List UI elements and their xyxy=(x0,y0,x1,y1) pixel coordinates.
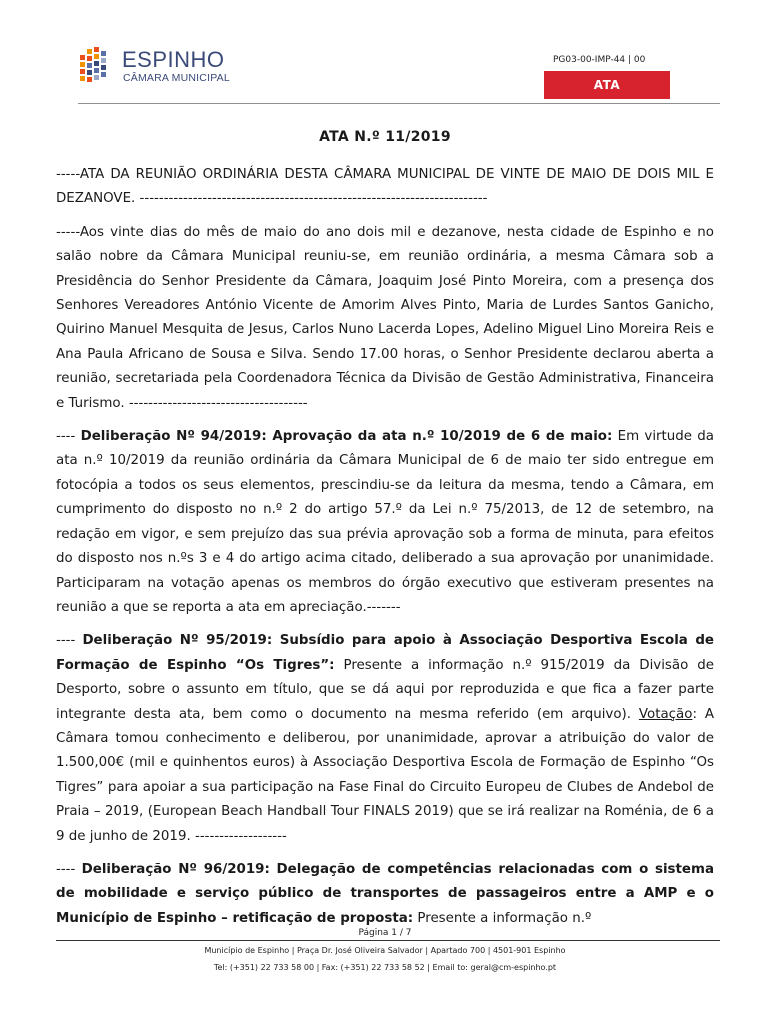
document-code: PG03-00-IMP-44 | 00 xyxy=(553,55,646,65)
deliberation-94 xyxy=(56,425,714,620)
document-body xyxy=(56,125,714,940)
deliberation-94-text: Em virtude da ata n.º 10/2019 da reunião ordinária da Câmara Municipal de 6 de maio ter sido entregue em fotocópia a todos os seus elementos, prescindiu-se da leitura da mesma, tendo a Câmara, em cumprimento do disposto no n.º 2 do artigo 57.º da Lei n.º 75/2013, de 12 de setembro, na redação em vigor, e sem prejuízo das sua prévia aprovação sob a forma de minuta, para efeitos do disposto nos n.ºs 3 e 4 do artigo acima citado, deliberado a sua aprovação por unanimidade. Participaram na votação apenas os membros do órgão executivo que estiveram presentes na reunião a que se reporta a ata em apreciação.------- xyxy=(56,429,714,615)
deliberation-95-vote-text: : A Câmara tomou conhecimento e deliberou, por unanimidade, aprovar a atribuição do valor de 1.500,00€ (mil e quinhentos euros) à Associação Desportiva Escola de Formação de Espinho “Os Tigres” para apoiar a sua participação na Fase Final do Circuito Europeu de Clubes de Andebol de Praia – 2019, (European Beach Handball Tour FINALS 2019) que se irá realizar na Roménia, de 6 a 9 de junho de 2019. ------------------- xyxy=(56,706,714,844)
page-number: Página 1 / 7 xyxy=(358,928,412,938)
logo-subtitle: CÂMARA MUNICIPAL xyxy=(123,72,230,84)
espinho-logo xyxy=(78,45,268,90)
deliberation-95-text: Presente a informação n.º 915/2019 da Divisão de Desporto, sobre o assunto em título, que se dá aqui por reproduzida e que fica a fazer parte integrante desta ata, bem como o documento na mesma referido (em arquivo). xyxy=(56,657,715,722)
deliberation-96-heading: Deliberação Nº 96/2019: Delegação de competências relacionadas com o sistema de mobilidade e serviço público de transportes de passageiros entre a AMP e o Município de Espinho – retificação de proposta: xyxy=(56,861,714,926)
deliberation-95-heading: Deliberação Nº 95/2019: Subsídio para apoio à Associação Desportiva Escola de Formação de Espinho “Os Tigres”: xyxy=(56,633,714,673)
deliberation-95 xyxy=(56,629,714,849)
opening-paragraph: -----Aos vinte dias do mês de maio do ano dois mil e dezanove, nesta cidade de Espinho e no salão nobre da Câmara Municipal reuniu-se, em reunião ordinária, a mesma Câmara sob a Presidência do Senhor Presidente da Câmara, Joaquim José Pinto Moreira, com a presença dos Senhores Vereadores António Vicente de Amorim Alves Pinto, Maria de Lurdes Santos Ganicho, Quirino Manuel Mesquita de Jesus, Carlos Nuno Lacerda Lopes, Adelino Miguel Lino Moreira Reis e Ana Paula Africano de Sousa e Silva. Sendo 17.00 horas, o Senhor Presidente declarou aberta a reunião, secretariada pela Coordenadora Técnica da Divisão de Gestão Administrativa, Financeira e Turismo. ------------------------------------- xyxy=(56,224,714,411)
deliberation-96 xyxy=(56,858,714,931)
intro-paragraph: -----ATA DA REUNIÃO ORDINÁRIA DESTA CÂMARA MUNICIPAL DE VINTE DE MAIO DE DOIS MIL E DEZANOVE. ------------------------------------------------------------------------ xyxy=(56,167,714,207)
logo-name: ESPINHO xyxy=(122,47,225,72)
header-divider xyxy=(78,103,720,104)
deliberation-96-lead: ---- xyxy=(56,861,76,877)
deliberation-94-heading: Deliberação Nº 94/2019: Aprovação da ata n.º 10/2019 de 6 de maio: xyxy=(80,429,613,445)
footer-divider xyxy=(56,940,720,941)
deliberation-96-text: Presente a informação n.º xyxy=(413,910,592,926)
deliberation-95-vote-label: Votação xyxy=(638,706,693,722)
deliberation-94-lead: ---- xyxy=(56,429,76,445)
deliberation-95-lead: ---- xyxy=(56,633,76,649)
footer-address: Município de Espinho | Praça Dr. José Oliveira Salvador | Apartado 700 | 4501-901 Espinho xyxy=(204,946,566,955)
document-title: ATA N.º 11/2019 xyxy=(319,129,451,145)
document-type-badge: ATA xyxy=(544,71,670,99)
espinho-logo-icon xyxy=(78,45,114,85)
footer-contacts: Tel: (+351) 22 733 58 00 | Fax: (+351) 22 733 58 52 | Email to: geral@cm-espinho.pt xyxy=(213,963,557,972)
